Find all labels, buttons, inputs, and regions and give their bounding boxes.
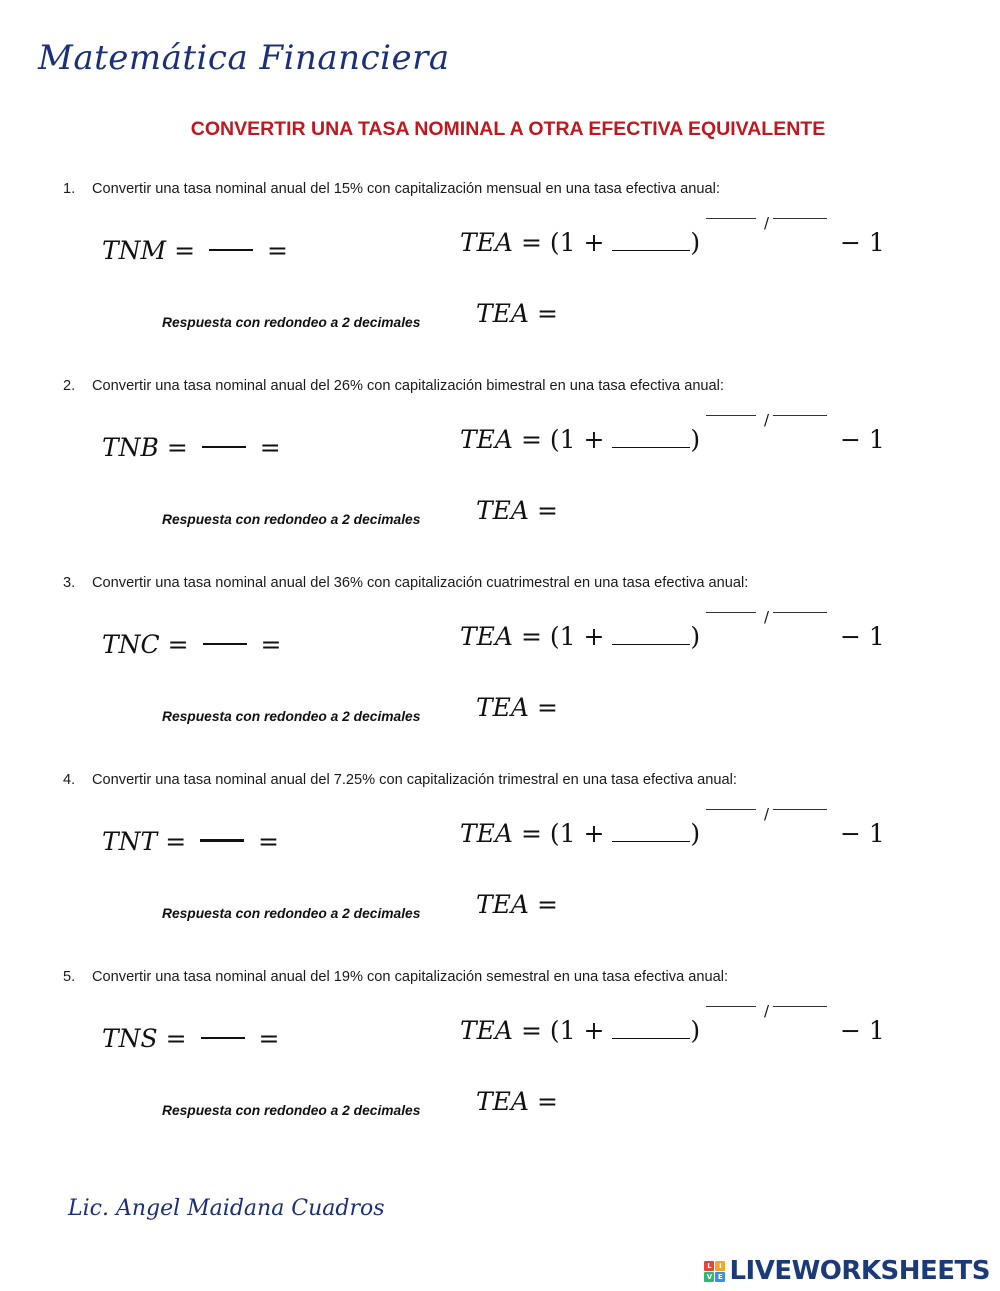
- rate-equation: [102, 433, 281, 462]
- exponent-denominator-blank[interactable]: [773, 415, 827, 416]
- tea-symbol: TEA: [460, 425, 513, 454]
- exponent-denominator-blank[interactable]: [773, 1006, 827, 1007]
- rate-equation: [102, 827, 279, 856]
- logo-letter: L: [704, 1261, 714, 1271]
- answer-label: Respuesta con redondeo a 2 decimales: [162, 906, 421, 921]
- equals-sign: =: [266, 236, 288, 265]
- tea-formula: [460, 1002, 900, 1056]
- tea-symbol: TEA: [460, 622, 513, 651]
- tea-formula: [460, 608, 900, 662]
- formula-close: ): [690, 1016, 701, 1045]
- exponent-numerator-blank[interactable]: [706, 415, 756, 416]
- fraction-blank[interactable]: [202, 446, 246, 448]
- tea-symbol: TEA: [476, 890, 529, 919]
- minus-one: − 1: [840, 425, 885, 454]
- tea-formula: [460, 805, 900, 859]
- fraction-blank[interactable]: [201, 1037, 245, 1039]
- question-text: [63, 575, 748, 591]
- rate-equation: [102, 630, 281, 659]
- equals-sign: =: [174, 236, 196, 265]
- answer-formula[interactable]: [476, 890, 558, 919]
- answer-formula[interactable]: [476, 299, 558, 328]
- liveworksheets-brand: [704, 1256, 990, 1286]
- question-number: 1.: [63, 181, 76, 197]
- answer-label: Respuesta con redondeo a 2 decimales: [162, 709, 421, 724]
- rate-symbol: TNT: [102, 827, 158, 856]
- equals-sign: =: [258, 827, 279, 856]
- minus-one: − 1: [840, 819, 885, 848]
- rate-blank[interactable]: [612, 1016, 690, 1039]
- rate-symbol: TNS: [102, 1024, 158, 1053]
- equals-sign: =: [258, 1024, 280, 1053]
- liveworksheets-logo-icon: [704, 1261, 725, 1282]
- formula-open: = (1 +: [520, 819, 605, 848]
- tea-symbol: TEA: [476, 693, 529, 722]
- formula-close: ): [690, 228, 701, 257]
- equals-sign: =: [165, 1024, 187, 1053]
- equals-sign: =: [536, 299, 558, 328]
- rate-blank[interactable]: [612, 228, 690, 251]
- tea-symbol: TEA: [460, 1016, 513, 1045]
- tea-symbol: TEA: [476, 1087, 529, 1116]
- fraction-blank[interactable]: [209, 249, 253, 251]
- logo-letter: E: [715, 1272, 725, 1282]
- equals-sign: =: [167, 630, 189, 659]
- question-text: [63, 969, 728, 985]
- minus-one: − 1: [840, 622, 885, 651]
- rate-symbol: TNM: [102, 236, 167, 265]
- question-label: Convertir una tasa nominal anual del 7.25% con capitalización trimestral en una tasa efectiva anual:: [92, 772, 737, 788]
- answer-label: Respuesta con redondeo a 2 decimales: [162, 1103, 421, 1118]
- question-number: 4.: [63, 772, 76, 788]
- formula-open: = (1 +: [520, 425, 605, 454]
- tea-formula: [460, 411, 900, 465]
- rate-symbol: TNC: [102, 630, 160, 659]
- exercise-4: [0, 772, 1000, 962]
- exercise-5: [0, 969, 1000, 1159]
- question-text: [63, 181, 720, 197]
- question-label: Convertir una tasa nominal anual del 36% con capitalización cuatrimestral en una tasa efectiva anual:: [92, 575, 749, 591]
- logo-letter: I: [715, 1261, 725, 1271]
- rate-blank[interactable]: [612, 819, 690, 842]
- formula-open: = (1 +: [520, 1016, 605, 1045]
- equals-sign: =: [259, 433, 281, 462]
- formula-open: = (1 +: [520, 228, 605, 257]
- rate-blank[interactable]: [612, 425, 690, 448]
- question-text: [63, 772, 737, 788]
- question-label: Convertir una tasa nominal anual del 26% con capitalización bimestral en una tasa efectiva anual:: [92, 378, 724, 394]
- rate-blank[interactable]: [612, 622, 690, 645]
- exponent-numerator-blank[interactable]: [706, 1006, 756, 1007]
- fraction-blank[interactable]: [200, 839, 244, 842]
- answer-formula[interactable]: [476, 496, 558, 525]
- exercise-3: [0, 575, 1000, 765]
- exponent-numerator-blank[interactable]: [706, 612, 756, 613]
- minus-one: − 1: [840, 1016, 885, 1045]
- formula-close: ): [690, 819, 701, 848]
- tea-symbol: TEA: [460, 228, 513, 257]
- answer-formula[interactable]: [476, 1087, 558, 1116]
- exponent-denominator-blank[interactable]: [773, 218, 827, 219]
- question-number: 5.: [63, 969, 76, 985]
- answer-label: Respuesta con redondeo a 2 decimales: [162, 315, 421, 330]
- answer-formula[interactable]: [476, 693, 558, 722]
- equals-sign: =: [166, 433, 188, 462]
- exponent-denominator-blank[interactable]: [773, 612, 827, 613]
- rate-equation: [102, 1024, 279, 1053]
- question-number: 2.: [63, 378, 76, 394]
- exponent-slash: /: [764, 214, 770, 232]
- equals-sign: =: [536, 496, 558, 525]
- exercise-2: [0, 378, 1000, 568]
- equals-sign: =: [165, 827, 187, 856]
- rate-equation: [102, 236, 288, 265]
- exponent-slash: /: [764, 1002, 770, 1020]
- tea-symbol: TEA: [476, 496, 529, 525]
- exponent-slash: /: [764, 608, 770, 626]
- exponent-slash: /: [764, 411, 770, 429]
- tea-formula: [460, 214, 900, 268]
- author-signature: Lic. Angel Maidana Cuadros: [68, 1196, 385, 1221]
- exponent-slash: /: [764, 805, 770, 823]
- tea-symbol: TEA: [460, 819, 513, 848]
- equals-sign: =: [536, 890, 558, 919]
- page-title: CONVERTIR UNA TASA NOMINAL A OTRA EFECTIVA EQUIVALENTE: [190, 118, 826, 140]
- formula-close: ): [690, 622, 701, 651]
- exponent-denominator-blank[interactable]: [773, 809, 827, 810]
- equals-sign: =: [260, 630, 282, 659]
- logo-letter: V: [704, 1272, 714, 1282]
- tea-symbol: TEA: [476, 299, 529, 328]
- exercise-1: [0, 181, 1000, 371]
- rate-symbol: TNB: [102, 433, 159, 462]
- exponent-numerator-blank[interactable]: [706, 809, 756, 810]
- formula-close: ): [690, 425, 701, 454]
- minus-one: − 1: [840, 228, 885, 257]
- fraction-blank[interactable]: [203, 643, 247, 645]
- equals-sign: =: [536, 693, 558, 722]
- equals-sign: =: [536, 1087, 558, 1116]
- question-number: 3.: [63, 575, 76, 591]
- brand-name: LIVEWORKSHEETS: [729, 1256, 990, 1286]
- header-script-title: Matemática Financiera: [38, 38, 450, 78]
- question-text: [63, 378, 724, 394]
- question-label: Convertir una tasa nominal anual del 19% con capitalización semestral en una tasa efectiva anual:: [92, 969, 729, 985]
- formula-open: = (1 +: [520, 622, 605, 651]
- exponent-numerator-blank[interactable]: [706, 218, 756, 219]
- question-label: Convertir una tasa nominal anual del 15% con capitalización mensual en una tasa efectiva anual:: [92, 181, 720, 197]
- answer-label: Respuesta con redondeo a 2 decimales: [162, 512, 421, 527]
